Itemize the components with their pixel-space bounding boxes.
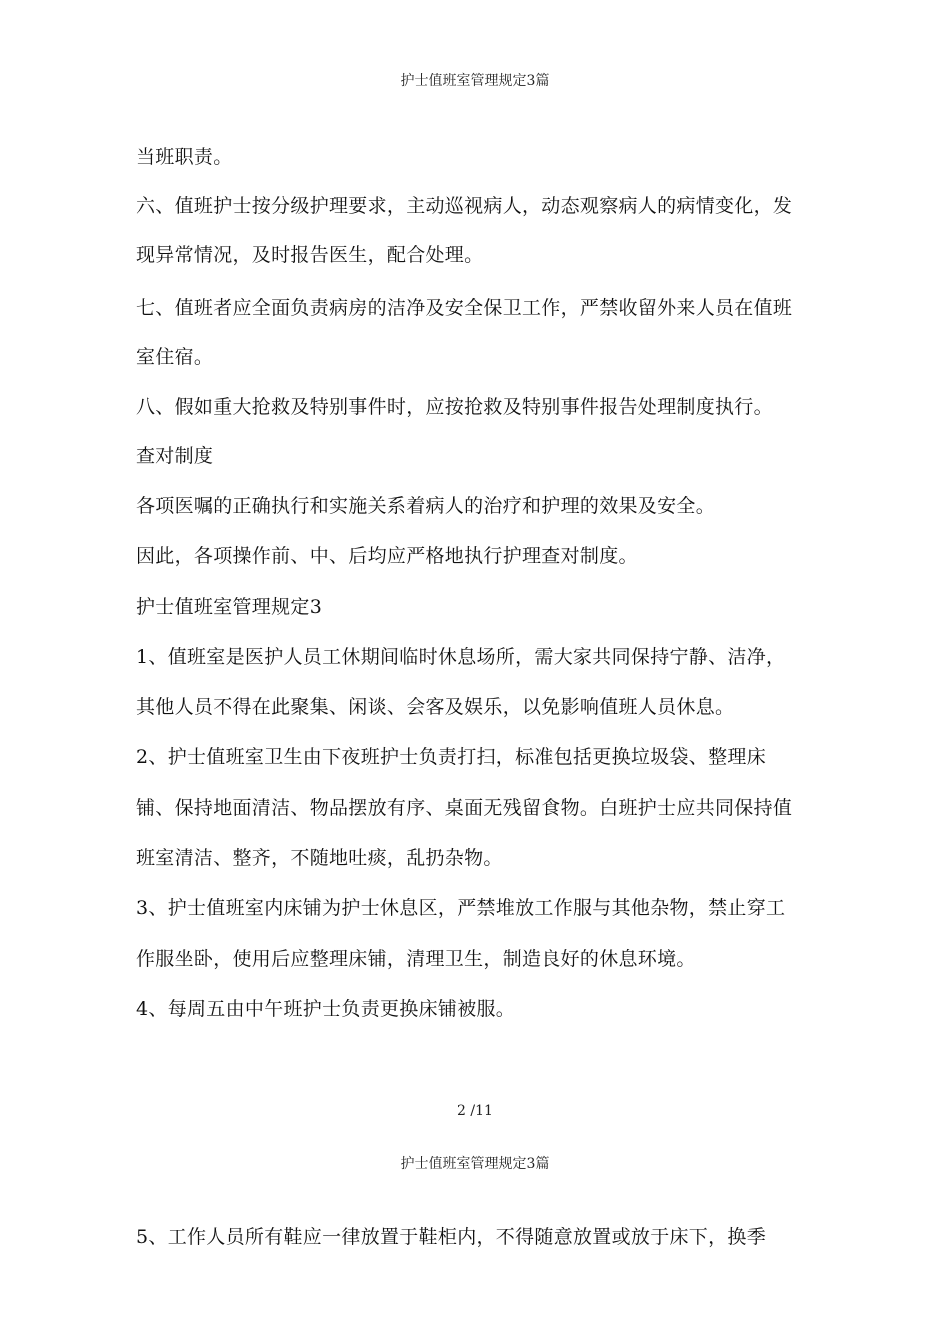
text-line-17: 作服坐卧，使用后应整理床铺，清理卫生，制造良好的休息环境。: [136, 948, 696, 970]
text-line-9: 因此，各项操作前、中、后均应严格地执行护理查对制度。: [136, 545, 638, 567]
text-line-15: 班室清洁、整齐，不随地吐痰，乱扔杂物。: [136, 847, 503, 869]
text-line-14: 铺、保持地面清洁、物品摆放有序、桌面无残留食物。白班护士应共同保持值: [136, 797, 793, 819]
section-heading-check: 查对制度: [136, 445, 214, 467]
text-line-5: 室住宿。: [136, 346, 214, 368]
text-line-16: 3、护士值班室内床铺为护士休息区，严禁堆放工作服与其他杂物，禁止穿工: [136, 897, 786, 919]
text-line-1: 当班职责。: [136, 146, 233, 168]
page-number: 2 /11: [457, 1103, 493, 1119]
text-line-11: 1、值班室是医护人员工休期间临时休息场所，需大家共同保持宁静、洁净，: [136, 646, 786, 668]
text-line-18: 4、每周五由中午班护士负责更换床铺被服。: [136, 998, 516, 1020]
text-line-13: 2、护士值班室卫生由下夜班护士负责打扫，标准包括更换垃圾袋、整理床: [136, 746, 766, 768]
text-line-3: 现异常情况，及时报告医生，配合处理。: [136, 244, 484, 266]
text-line-8: 各项医嘱的正确执行和实施关系着病人的治疗和护理的效果及安全。: [136, 495, 716, 517]
text-line-next-page: 5、工作人员所有鞋应一律放置于鞋柜内，不得随意放置或放于床下，换季: [136, 1226, 766, 1248]
page-header-next: 护士值班室管理规定3篇: [400, 1156, 550, 1172]
text-line-6: 八、假如重大抢救及特别事件时，应按抢救及特别事件报告处理制度执行。: [136, 396, 773, 418]
text-line-4: 七、值班者应全面负责病房的洁净及安全保卫工作，严禁收留外来人员在值班: [136, 297, 793, 319]
page-header-top: 护士值班室管理规定3篇: [400, 73, 550, 89]
text-line-12: 其他人员不得在此聚集、闲谈、会客及娱乐，以免影响值班人员休息。: [136, 696, 735, 718]
text-line-2: 六、值班护士按分级护理要求，主动巡视病人，动态观察病人的病情变化，发: [136, 195, 793, 217]
section-heading-3: 护士值班室管理规定3: [136, 596, 323, 618]
